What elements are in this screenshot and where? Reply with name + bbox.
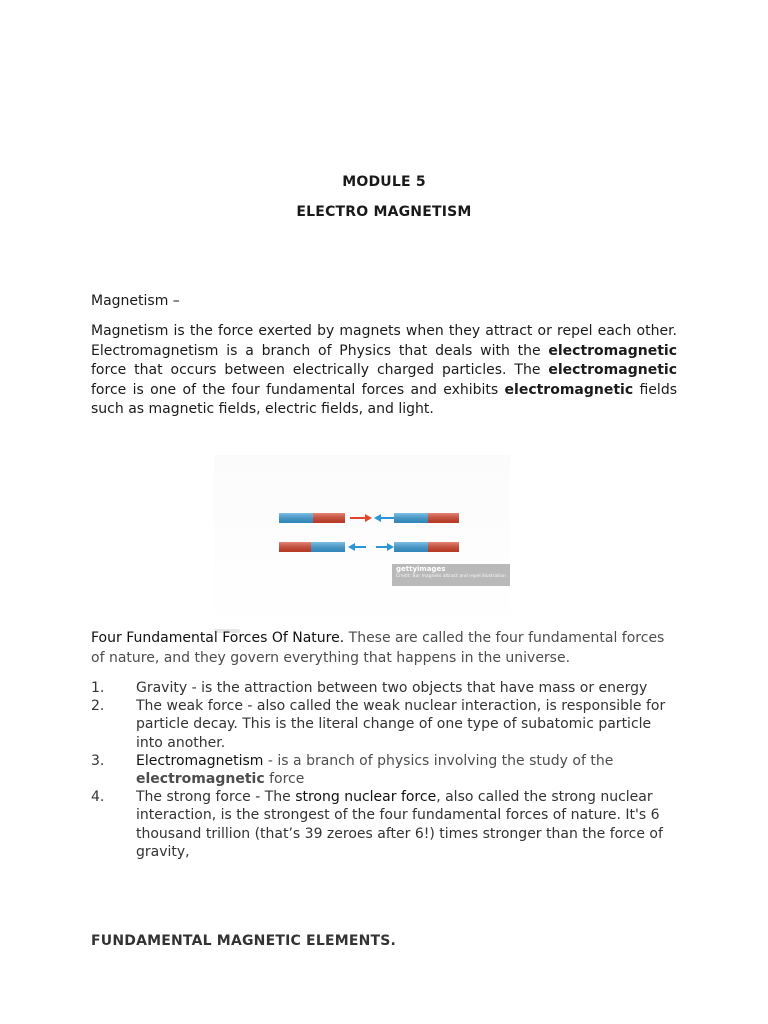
watermark-brand: gettyimages — [396, 565, 446, 573]
list-text: , also called the strong nuclear interaction, is the strongest of the four fundamental forces of nature. It's 6 thousand trillion (that’s 39 zeroes after 6!) times stronger than the force of gravity, — [136, 789, 663, 860]
list-item — [91, 752, 681, 788]
magnet-right-top — [394, 513, 459, 523]
arrow-blue-left — [374, 514, 394, 522]
getty-watermark — [392, 564, 510, 586]
fundamental-forces-list — [91, 679, 681, 861]
magnetism-paragraph — [91, 322, 677, 420]
para-bold-term: electromagnetic — [504, 381, 634, 398]
list-number: 2. — [91, 698, 105, 715]
para-text: force is one of the four fundamental forces and exhibits — [91, 381, 505, 398]
arrow-blue-right-bottom — [376, 543, 394, 551]
forces-intro — [91, 629, 677, 668]
list-number: 1. — [91, 680, 105, 696]
list-text: - is a branch of physics involving the study of the — [263, 752, 614, 769]
para-text: fields such as magnetic fields, electric fields, and light. — [91, 381, 677, 417]
list-text: The weak force - also called the weak nuclear interaction, is responsible for particle decay. This is the literal change of one type of subatomic particle into another. — [136, 698, 666, 751]
list-text: Gravity - is the attraction between two objects that have mass or energy — [136, 680, 648, 696]
forces-intro-text: These are called the four fundamental forces of nature, and they govern everything that happens in the universe. — [91, 630, 665, 666]
magnet-left-top — [279, 513, 345, 523]
list-text: Electromagnetism — [136, 752, 264, 769]
forces-intro-lead: Four Fundamental Forces Of Nature. — [91, 630, 345, 646]
arrow-red-right — [350, 514, 372, 522]
magnets-figure — [214, 455, 510, 635]
magnets-illustration — [214, 455, 510, 635]
magnet-left-bottom — [279, 542, 345, 552]
magnet-right-bottom — [394, 542, 459, 552]
para-text: Magnetism is the force exerted by magnets when they attract or repel each other. Electromagnetism is a branch of Physics that deals with the — [91, 323, 677, 359]
arrow-blue-left-bottom — [348, 543, 366, 551]
list-number: 3. — [91, 752, 105, 769]
module-subtitle: ELECTRO MAGNETISM — [296, 204, 472, 220]
list-number: 4. — [91, 789, 105, 806]
list-item — [91, 679, 681, 697]
list-bold-term: electromagnetic — [136, 771, 265, 788]
para-text: force that occurs between electrically charged particles. The — [91, 362, 549, 378]
list-item — [91, 788, 681, 861]
magnetism-heading: Magnetism – — [91, 293, 180, 309]
list-text: The strong force - The — [136, 789, 296, 806]
para-bold-term: electromagnetic — [548, 342, 677, 359]
module-title: MODULE 5 — [342, 174, 426, 190]
section-heading: FUNDAMENTAL MAGNETIC ELEMENTS. — [91, 933, 397, 949]
para-bold-term: electromagnetic — [548, 362, 677, 378]
list-link-text: strong nuclear force — [295, 789, 437, 806]
list-text: force — [264, 771, 305, 788]
list-item — [91, 697, 681, 752]
watermark-caption: Credit: Bar magnets attract and repel illustration — [396, 574, 506, 579]
